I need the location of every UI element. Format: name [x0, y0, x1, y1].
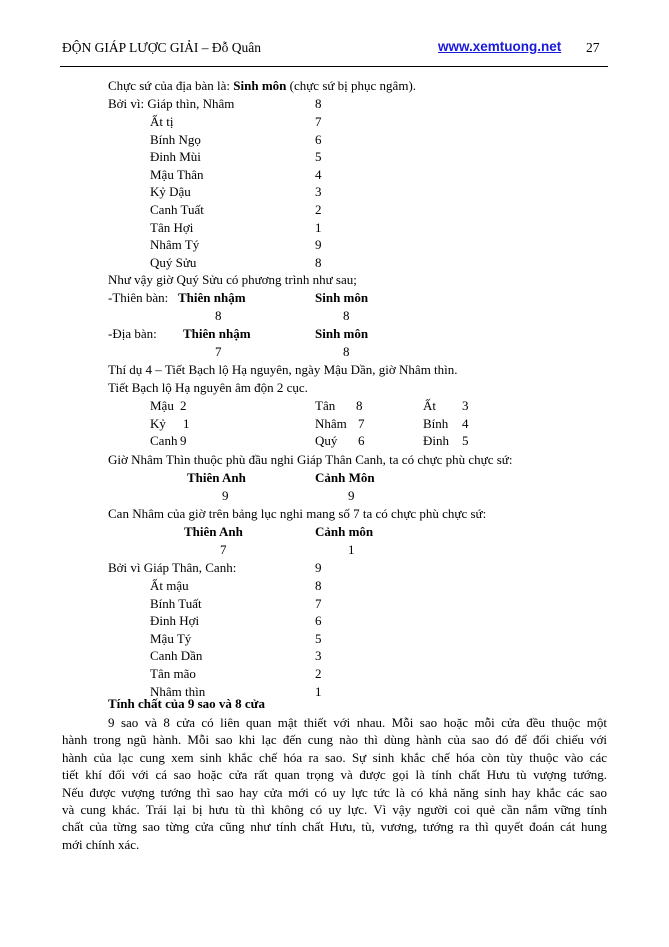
- paragraph-line: 9 sao và 8 cửa có liên quan mật thiết với nhau. Mỗi sao hoặc mỗi cửa đều thuộc một: [108, 715, 607, 730]
- list2-lead: Bởi vì Giáp Thân, Canh:: [108, 560, 237, 575]
- paragraph-line: và cung khác. Trái lại bị hưu tù thì không có uy lực. Vì vậy người coi quẻ cần nắm vững tính: [62, 802, 607, 818]
- list-item-value: 1: [315, 683, 322, 699]
- paragraph-line: Nếu được vượng tướng thì sao hay cửa mới có uy lực tức là có khả năng sinh hay khắc các sao: [62, 784, 607, 800]
- grid-cell-name: Kỷ: [150, 415, 166, 431]
- list-item-value: 8: [315, 254, 322, 270]
- dia-ban-door-num: 8: [343, 344, 350, 359]
- intro-prefix: Chực sứ của địa bàn là:: [108, 78, 234, 93]
- grid-cell-name: Bính: [423, 415, 449, 431]
- grid-cell-name: Đinh: [423, 433, 449, 449]
- grid-cell-value: 7: [358, 415, 365, 431]
- paragraph-line: chất của từng sao từng cửa cũng như tính chất Hưu, tù, vương, tướng ra thì quyết đoán cát hung: [62, 819, 607, 835]
- list-item-name: Tân mão: [150, 666, 196, 681]
- list-item-value: 2: [315, 666, 322, 681]
- equation-intro: Như vậy giờ Quý Sửu có phương trình như sau;: [108, 272, 357, 287]
- list-item-name: Nhâm thìn: [150, 683, 206, 699]
- grid-cell-value: 4: [462, 415, 469, 431]
- grid-cell-value: 6: [358, 433, 365, 449]
- example4-line-b: Can Nhâm của giờ trên bảng lục nghi mang số 7 ta có chực phù chực sứ:: [108, 506, 487, 521]
- grid-cell-value: 2: [180, 398, 187, 413]
- grid-cell-value: 1: [183, 415, 190, 431]
- list2-lead-value: 9: [315, 560, 322, 575]
- grid-cell-name: Ất: [423, 398, 436, 413]
- intro-line: [108, 77, 416, 94]
- list-item-value: 6: [315, 613, 322, 629]
- dia-ban-door: Sinh môn: [315, 326, 369, 341]
- grid-cell-value: 8: [356, 398, 363, 413]
- list-item-value: 9: [315, 237, 322, 253]
- list1-lead-value: 8: [315, 96, 322, 111]
- paragraph-line: hành trong ngũ hành. Mỗi sao khi lạc đến cung nào thì dùng hành của sao đó để đối chiếu với: [62, 732, 607, 748]
- list-item-name: Đinh Hợi: [150, 613, 200, 629]
- list-item-name: Quý Sửu: [150, 254, 197, 270]
- thien-ban-door: Sinh môn: [315, 290, 369, 305]
- grid-cell-value: 5: [462, 433, 469, 449]
- example4-line-a: Giờ Nhâm Thìn thuộc phù đầu nghi Giáp Thân Canh, ta có chực phù chực sứ:: [108, 452, 513, 467]
- list-item-value: 6: [315, 131, 322, 147]
- header-divider: [60, 66, 608, 67]
- list-item-value: 3: [315, 648, 322, 664]
- list-item-name: Ất tị: [150, 114, 174, 129]
- pair-a-star: Thiên Anh: [187, 470, 246, 485]
- list-item-name: Mậu Thân: [150, 166, 204, 182]
- list-item-name: Bính Ngọ: [150, 131, 201, 147]
- pair-b-door: Cảnh môn: [315, 524, 374, 539]
- pair-a-door: Cảnh Môn: [315, 470, 375, 485]
- list1-lead: Bởi vì: Giáp thìn, Nhâm: [108, 96, 235, 111]
- list-item-value: 5: [315, 630, 322, 646]
- list-item-name: Bính Tuất: [150, 595, 202, 611]
- list-item-name: Kỷ Dậu: [150, 184, 191, 200]
- list-item-value: 5: [315, 149, 322, 165]
- intro-bold: Sinh môn: [233, 78, 287, 93]
- pair-b-star: Thiên Anh: [184, 524, 243, 539]
- dia-ban-star: Thiên nhậm: [183, 326, 251, 341]
- dia-ban-label: -Địa bàn:: [108, 326, 157, 341]
- list-item-name: Mậu Tý: [150, 630, 192, 646]
- grid-cell-value: 9: [180, 433, 187, 449]
- list-item-value: 7: [315, 595, 322, 611]
- document-header-title: ĐỘN GIÁP LƯỢC GIẢI – Đỗ Quân: [62, 40, 261, 55]
- thien-ban-star-num: 8: [215, 308, 222, 323]
- paragraph-line: hành của lạc cung xem sinh khắc chế hóa ra sao. Sự sinh khắc chế hóa còn tùy thuộc vào các: [62, 749, 607, 765]
- list-item-value: 3: [315, 184, 322, 200]
- dia-ban-star-num: 7: [215, 344, 222, 359]
- thien-ban-door-num: 8: [343, 308, 350, 323]
- list-item-name: Ất mậu: [150, 578, 189, 593]
- example4-subtitle: Tiết Bạch lộ Hạ nguyên âm độn 2 cục.: [108, 380, 308, 395]
- pair-a-star-num: 9: [222, 488, 229, 503]
- grid-cell-name: Tân: [315, 398, 336, 413]
- section-paragraph: [62, 714, 607, 853]
- list-item-name: Đinh Mùi: [150, 149, 201, 165]
- grid-cell-name: Canh: [150, 433, 178, 449]
- pair-a-door-num: 9: [348, 488, 355, 503]
- list-item-value: 1: [315, 219, 322, 235]
- grid-cell-value: 3: [462, 398, 469, 413]
- intro-suffix: (chực sứ bị phục ngâm).: [286, 78, 417, 93]
- list-item-name: Canh Tuất: [150, 202, 204, 217]
- grid-cell-name: Nhâm: [315, 415, 347, 431]
- list-item-name: Canh Dần: [150, 648, 203, 664]
- grid-cell-name: Quý: [315, 433, 338, 449]
- thien-ban-label: -Thiên bàn:: [108, 290, 169, 305]
- page-number: 27: [586, 40, 600, 55]
- thien-ban-star: Thiên nhậm: [178, 290, 246, 305]
- example4-title: Thí dụ 4 – Tiết Bạch lộ Hạ nguyên, ngày Mậu Dần, giờ Nhâm thìn.: [108, 362, 458, 377]
- paragraph-line: tiết khí đối với cá sao hoặc cửa rất quan trọng và được gọi là tính chất Hưu tù vượng tướng.: [62, 767, 607, 783]
- list-item-name: Tân Hợi: [150, 219, 194, 235]
- list-item-value: 2: [315, 202, 322, 217]
- website-link[interactable]: www.xemtuong.net: [438, 39, 562, 54]
- list-item-name: Nhâm Tý: [150, 237, 200, 253]
- pair-b-star-num: 7: [220, 542, 227, 557]
- list-item-value: 8: [315, 578, 322, 593]
- section-heading: Tính chất của 9 sao và 8 cửa: [108, 696, 265, 711]
- list-item-value: 4: [315, 166, 322, 182]
- grid-cell-name: Mậu: [150, 398, 174, 413]
- paragraph-line: mới chính xác.: [62, 836, 140, 852]
- list-item-value: 7: [315, 114, 322, 129]
- pair-b-door-num: 1: [348, 542, 355, 557]
